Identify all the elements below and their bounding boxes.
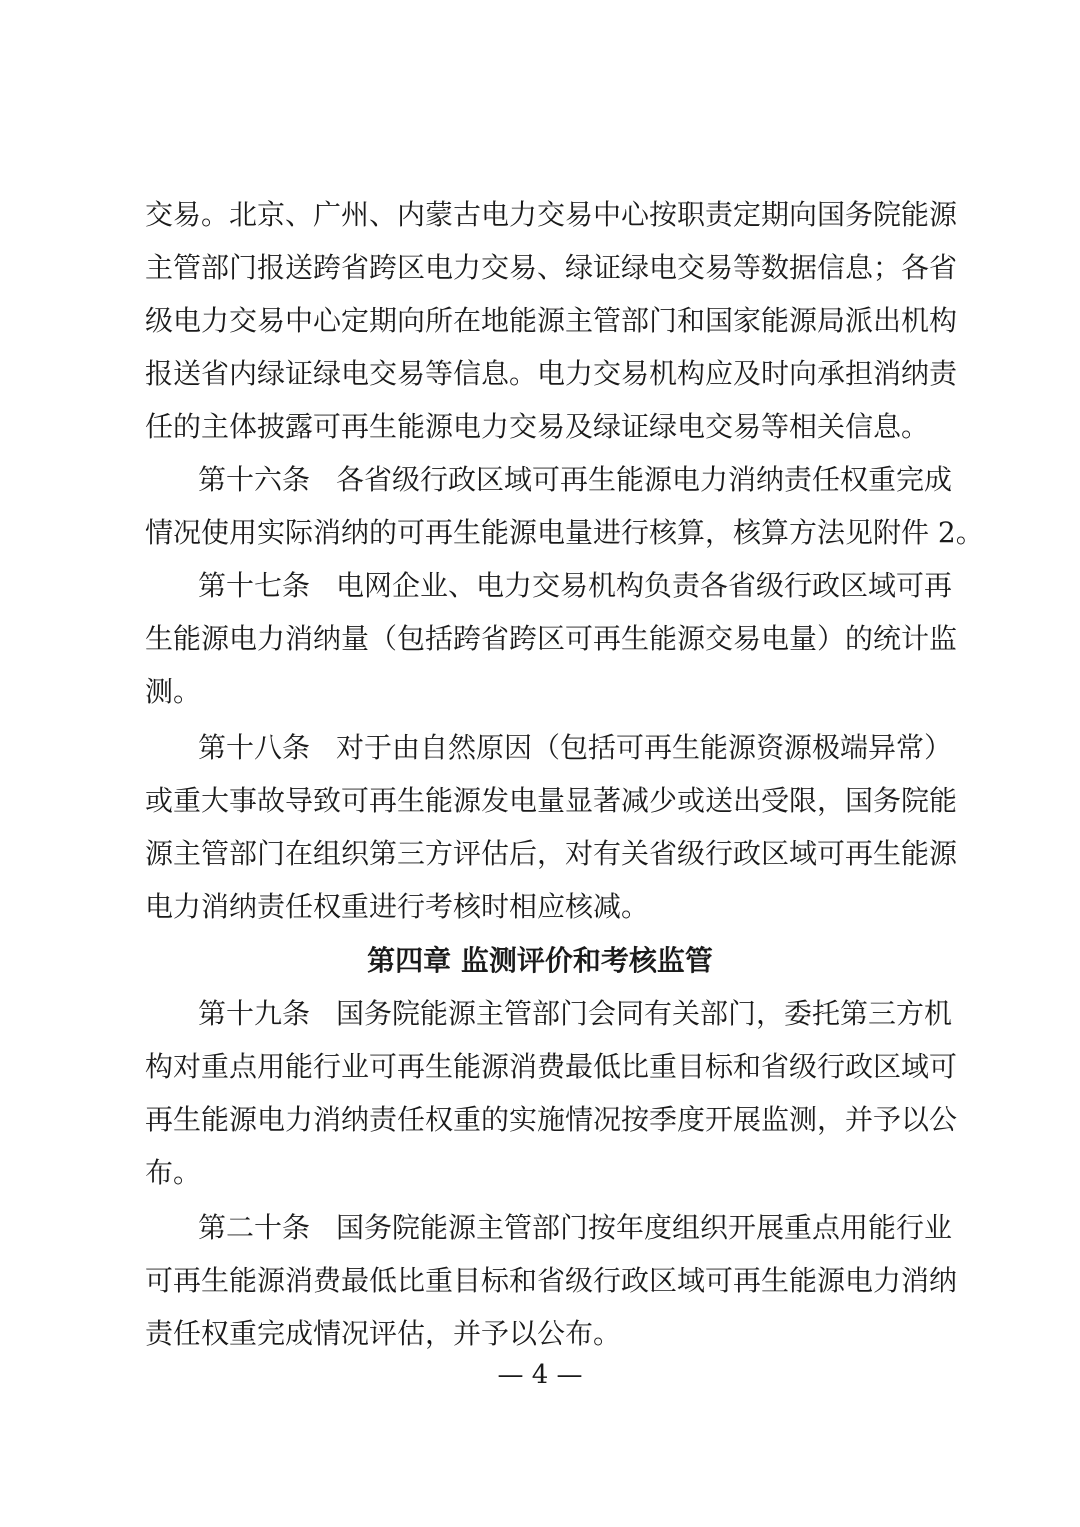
page-number: — 4 — [497, 1360, 583, 1390]
article-19-first-line [198, 996, 953, 1033]
text-line: 再生能源电力消纳责任权重的实施情况按季度开展监测，并予以公 [145, 1103, 958, 1136]
text-line: 情况使用实际消纳的可再生能源电量进行核算，核算方法见附件 2。 [145, 516, 984, 549]
text-line: 责任权重完成情况评估，并予以公布。 [145, 1317, 622, 1350]
article-20-label: 第二十条 [198, 1213, 311, 1244]
text-line: 布。 [145, 1156, 202, 1189]
text-line: 电网企业、电力交易机构负责各省级行政区域可再 [336, 569, 953, 602]
text-line: 报送省内绿证绿电交易等信息。电力交易机构应及时向承担消纳责 [145, 357, 958, 390]
text-line: 构对重点用能行业可再生能源消费最低比重目标和省级行政区域可 [145, 1050, 958, 1083]
text-line: 主管部门报送跨省跨区电力交易、绿证绿电交易等数据信息；各省 [145, 251, 958, 284]
text-line: 生能源电力消纳量（包括跨省跨区可再生能源交易电量）的统计监 [145, 622, 958, 655]
text-line: 电力消纳责任权重进行考核时相应核减。 [145, 890, 650, 923]
article-18-first-line [198, 730, 953, 767]
text-line: 或重大事故导致可再生能源发电量显著减少或送出受限，国务院能 [145, 784, 958, 817]
article-17-label: 第十七条 [198, 571, 311, 602]
article-19-label: 第十九条 [198, 999, 311, 1030]
article-20-first-line [198, 1210, 953, 1247]
article-17-first-line [198, 568, 953, 605]
article-18-label: 第十八条 [198, 733, 311, 764]
text-line: 交易。北京、广州、内蒙古电力交易中心按职责定期向国务院能源 [145, 198, 958, 231]
text-line: 各省级行政区域可再生能源电力消纳责任权重完成 [336, 463, 953, 496]
text-line: 级电力交易中心定期向所在地能源主管部门和国家能源局派出机构 [145, 304, 958, 337]
text-line: 测。 [145, 675, 202, 708]
text-line: 国务院能源主管部门按年度组织开展重点用能行业 [336, 1211, 953, 1244]
text-line: 国务院能源主管部门会同有关部门，委托第三方机 [336, 997, 953, 1030]
text-line: 对于由自然原因（包括可再生能源资源极端异常） [336, 731, 953, 764]
article-16-first-line [198, 462, 953, 499]
text-line: 可再生能源消费最低比重目标和省级行政区域可再生能源电力消纳 [145, 1264, 958, 1297]
article-16-label: 第十六条 [198, 465, 311, 496]
text-line: 源主管部门在组织第三方评估后，对有关省级行政区域可再生能源 [145, 837, 958, 870]
text-line: 任的主体披露可再生能源电力交易及绿证绿电交易等相关信息。 [145, 410, 930, 443]
chapter-heading: 第四章 监测评价和考核监管 [367, 944, 713, 977]
